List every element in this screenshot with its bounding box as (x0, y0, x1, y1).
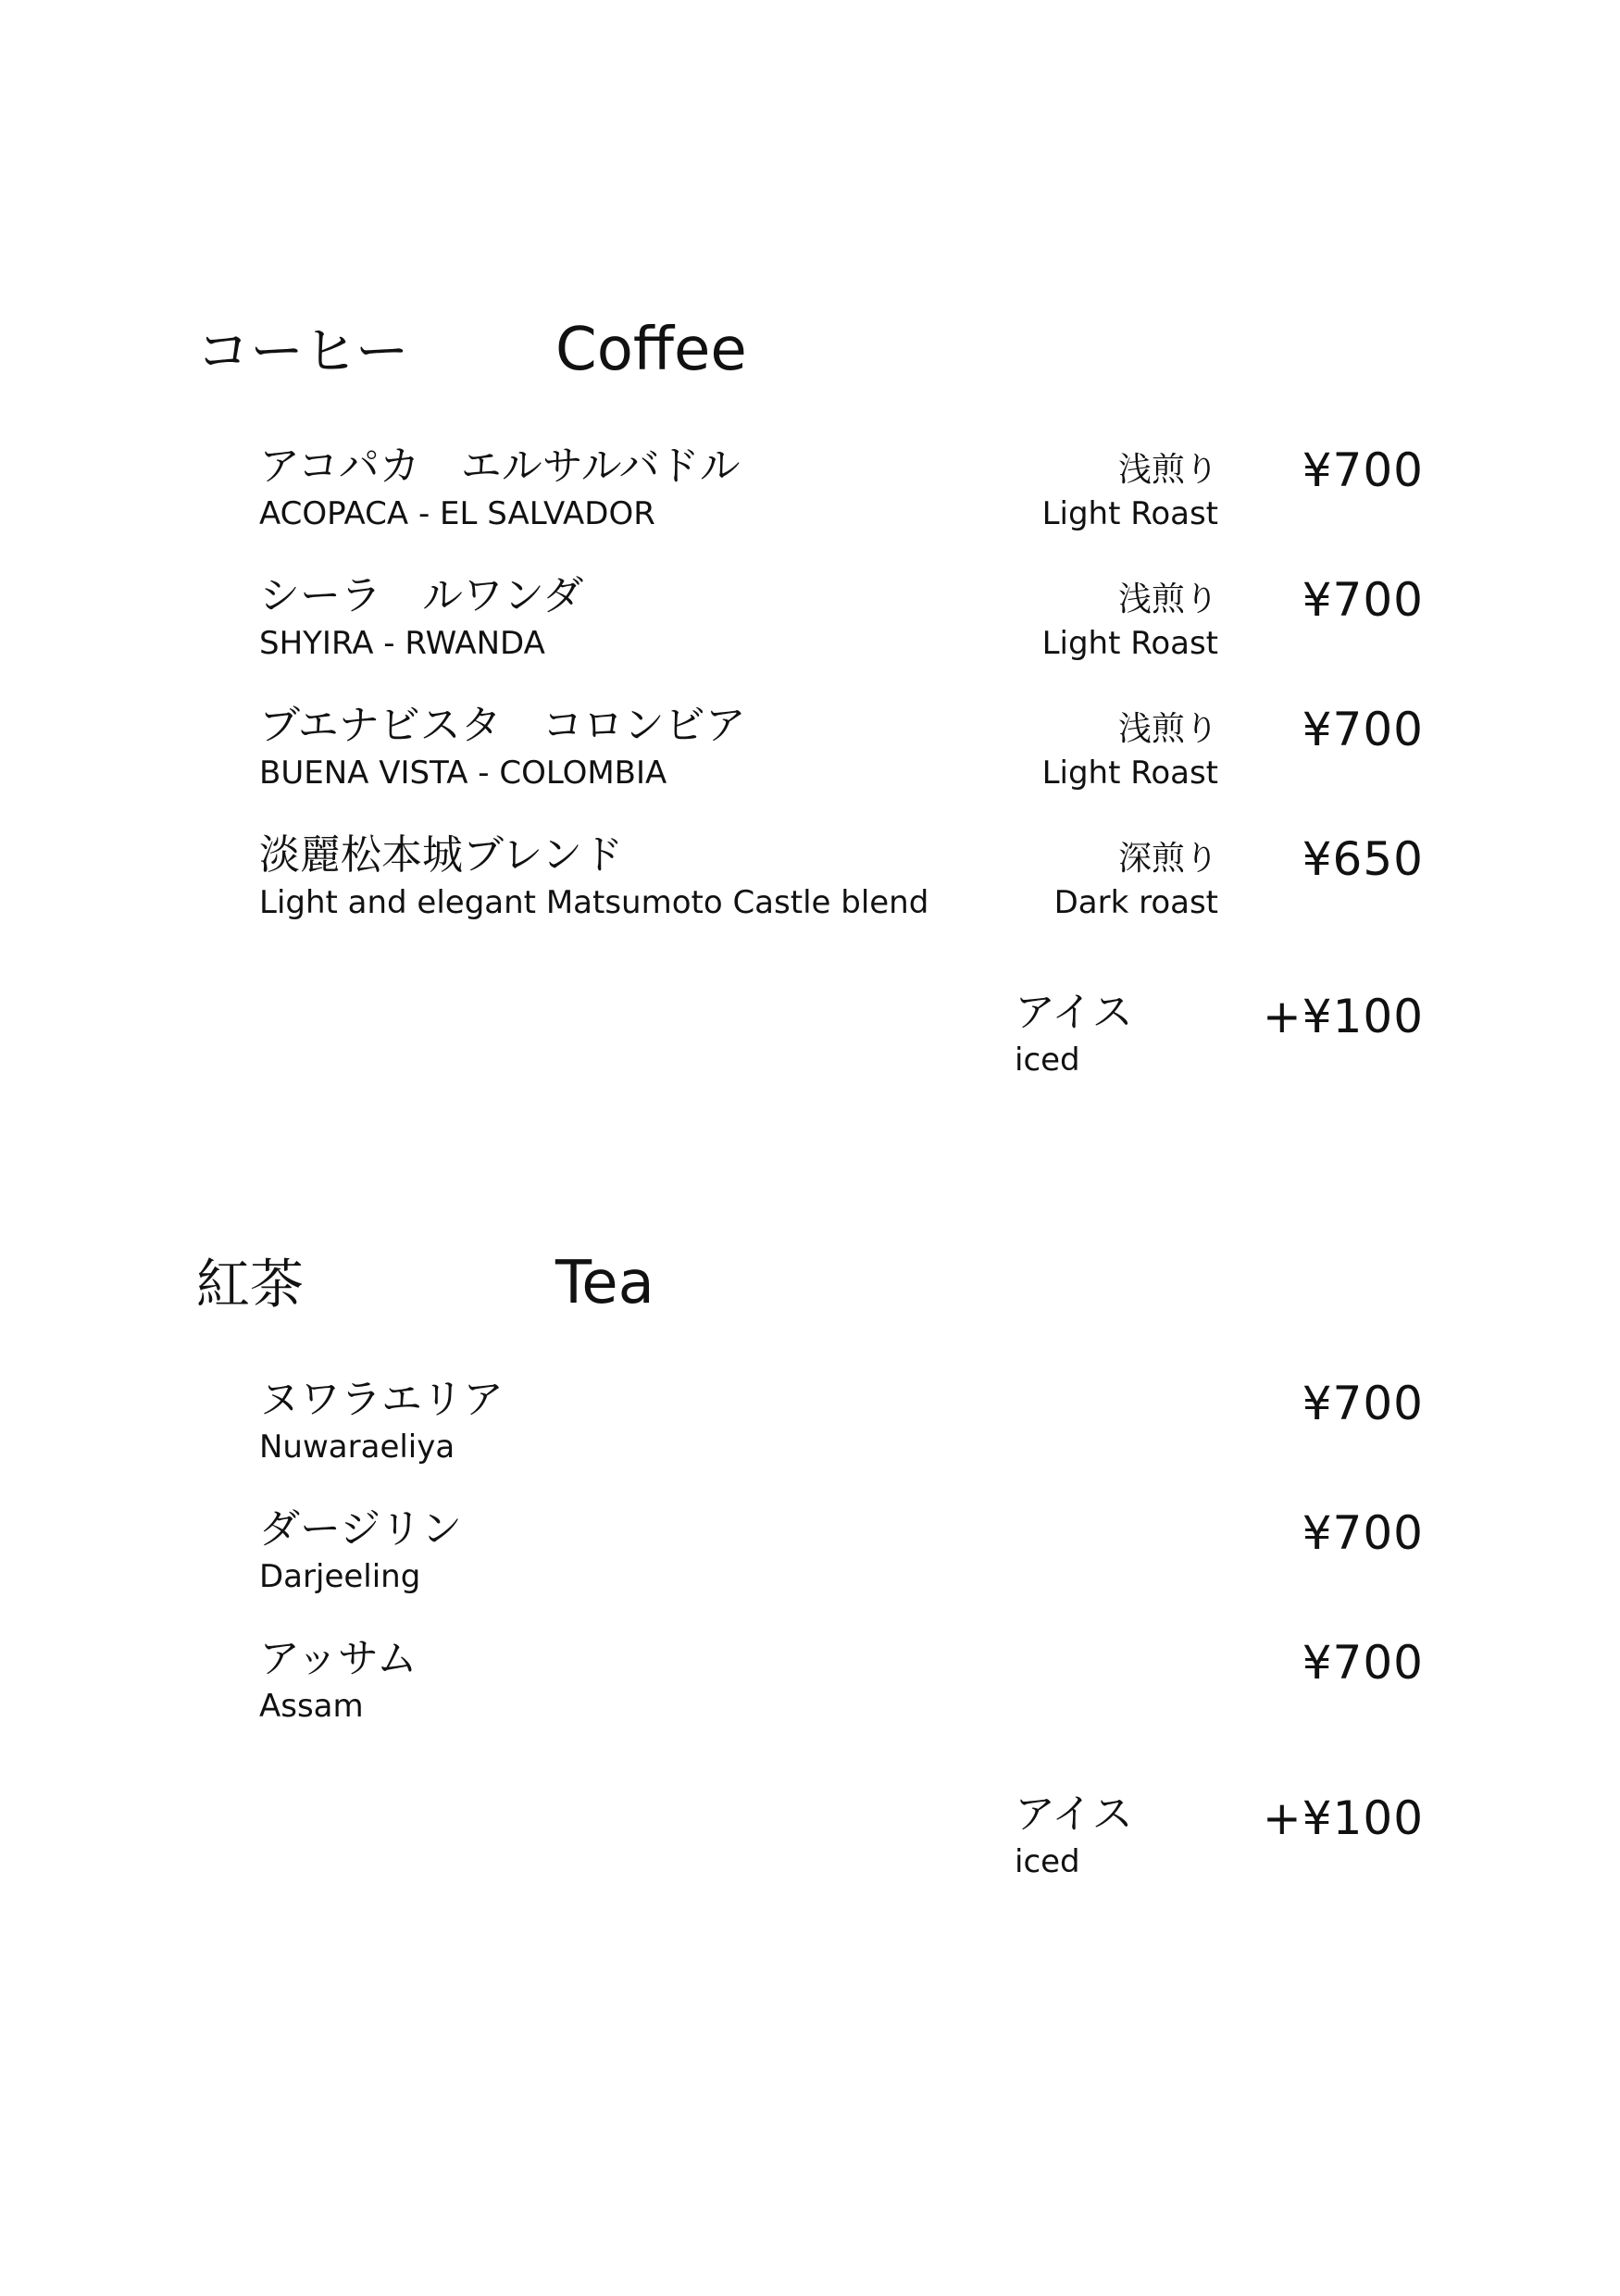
coffee-item-name-jp: アコパカ エルサルバドル (259, 443, 741, 490)
coffee-item-roast-en: Light Roast (1041, 755, 1218, 792)
coffee-item-price: ¥700 (1302, 573, 1424, 627)
coffee-item-roast-jp: 深煎り (1117, 840, 1218, 878)
tea-iced-price: +¥100 (1262, 1791, 1424, 1845)
tea-title-en: Tea (555, 1249, 654, 1317)
tea-item-name-en: Darjeeling (259, 1558, 421, 1595)
coffee-item-price: ¥700 (1302, 443, 1424, 497)
coffee-iced-price: +¥100 (1262, 990, 1424, 1043)
coffee-title-en: Coffee (555, 316, 747, 384)
coffee-item-name-en: SHYIRA - RWANDA (259, 625, 545, 662)
coffee-item-name-en: Light and elegant Matsumoto Castle blend (259, 884, 929, 921)
coffee-item-roast-en: Light Roast (1041, 625, 1218, 662)
coffee-item-name-en: BUENA VISTA - COLOMBIA (259, 755, 667, 792)
coffee-iced-label-jp: アイス (1015, 989, 1133, 1036)
tea-item-price: ¥700 (1302, 1377, 1424, 1430)
coffee-item-name-jp: 淡麗松本城ブレンド (259, 831, 624, 879)
tea-item-name-en: Nuwaraeliya (259, 1429, 455, 1466)
tea-iced-label-en: iced (1015, 1843, 1080, 1880)
tea-item-name-jp: ダージリン (259, 1505, 463, 1553)
tea-title-jp: 紅茶 (196, 1253, 305, 1316)
coffee-item-roast-jp: 浅煎り (1117, 710, 1218, 748)
coffee-item-name-jp: ブエナビスタ コロンビア (259, 702, 746, 749)
coffee-item-price: ¥700 (1302, 703, 1424, 756)
coffee-title-jp: コーヒー (196, 319, 409, 382)
tea-item-price: ¥700 (1302, 1506, 1424, 1560)
coffee-item-price: ¥650 (1302, 832, 1424, 886)
tea-item-price: ¥700 (1302, 1636, 1424, 1690)
tea-item-name-jp: アッサム (259, 1635, 417, 1682)
coffee-iced-label-en: iced (1015, 1042, 1080, 1079)
coffee-item-roast-jp: 浅煎り (1117, 451, 1218, 489)
tea-iced-label-jp: アイス (1015, 1791, 1133, 1838)
coffee-item-roast-en: Light Roast (1041, 495, 1218, 532)
coffee-item-name-jp: シーラ ルワンダ (259, 572, 584, 619)
tea-item-name-jp: ヌワラエリア (259, 1376, 504, 1423)
coffee-item-roast-jp: 浅煎り (1117, 580, 1218, 618)
tea-item-name-en: Assam (259, 1688, 364, 1725)
coffee-item-roast-en: Dark roast (1053, 884, 1218, 921)
coffee-item-name-en: ACOPACA - EL SALVADOR (259, 495, 655, 532)
